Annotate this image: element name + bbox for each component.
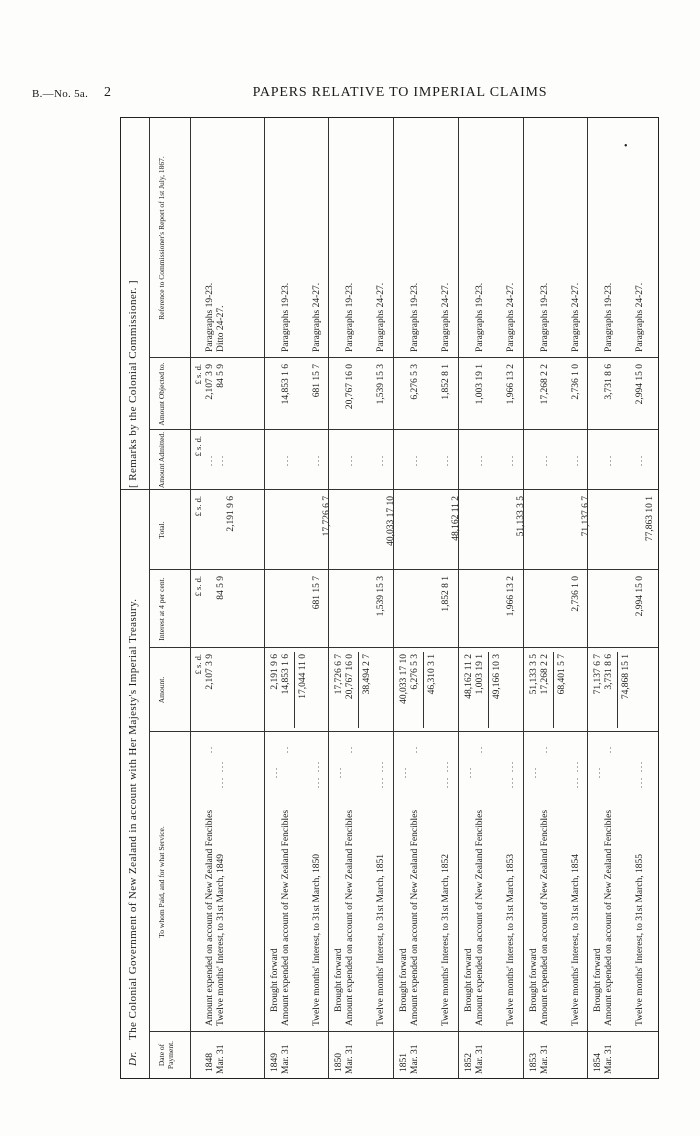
payment-date: Mar. 31 <box>539 1044 550 1074</box>
reference-text: Paragraphs 19-23. <box>474 282 485 352</box>
running-total: 77,863 10 1 <box>645 496 656 542</box>
brought-forward-label: Brought forward <box>463 948 474 1012</box>
payment-year: 1854 <box>593 1053 604 1072</box>
admitted-dots: ... <box>345 454 355 466</box>
admitted-dots: ... <box>604 454 614 466</box>
objected-amount: 2,736 1 0 <box>570 364 581 400</box>
reference-text: Paragraphs 24-27. <box>505 282 516 352</box>
interest-description: Twelve months' Interest, to 31st March, 1849 <box>216 853 226 1026</box>
running-total: 17,726 6 7 <box>321 496 332 537</box>
subtotal-rule <box>488 652 489 728</box>
dot-leader: .. <box>410 745 420 753</box>
objected-amount: 1,539 15 3 <box>376 364 387 405</box>
dot-leader: .. <box>345 745 355 753</box>
brought-forward-label: Brought forward <box>269 948 280 1012</box>
currency-units: £ s. d. <box>193 364 203 385</box>
brought-forward-amount: 17,726 6 7 <box>334 654 345 695</box>
brought-forward-amount: 51,133 3 5 <box>528 654 539 695</box>
column-rule <box>149 357 658 358</box>
dot-leader: .. <box>280 745 290 753</box>
subtotal-amount: 46,310 3 1 <box>427 654 438 695</box>
expended-description: Amount expended on account of New Zealand Fencibles <box>410 809 421 1026</box>
payment-date: Mar. 31 <box>216 1044 226 1074</box>
subtotal-rule <box>617 652 618 728</box>
dot-leader: .. <box>539 745 549 753</box>
dot-leader: .. <box>205 745 214 753</box>
objected-amount: 17,268 2 2 <box>539 364 550 405</box>
rule-under-heading <box>149 118 150 1078</box>
interest-amount: 1,966 13 2 <box>505 576 516 617</box>
brought-forward-label: Brought forward <box>399 948 410 1012</box>
interest-amount: 1,539 15 3 <box>376 576 387 617</box>
column-rule <box>149 731 658 732</box>
dot-leader: ... ... <box>635 760 645 788</box>
col-header-date: Date of Payment. <box>157 1040 175 1070</box>
year-separator <box>523 118 524 1078</box>
expended-amount: 1,003 19 1 <box>474 654 485 695</box>
objected-amount: 2,994 15 0 <box>635 364 646 405</box>
admitted-dots: ... <box>216 454 225 466</box>
dot-leader: .. <box>474 745 484 753</box>
subtotal-amount: 17,044 11 0 <box>297 654 308 699</box>
running-total: 48,162 11 2 <box>451 496 462 541</box>
admitted-dots: ... <box>376 454 386 466</box>
year-separator <box>393 118 394 1078</box>
paper-reference: B.—No. 5a. <box>32 88 89 100</box>
reference-text: Paragraphs 24-27. <box>311 282 322 352</box>
interest-description: Twelve months' Interest, to 31st March, 1851 <box>376 853 387 1026</box>
expended-description: Amount expended on account of New Zealand Fencibles <box>604 809 615 1026</box>
payment-date: Mar. 31 <box>280 1044 291 1074</box>
interest-description: Twelve months' Interest, to 31st March, 1852 <box>441 853 452 1026</box>
admitted-dots: ... <box>205 454 214 466</box>
year-separator <box>328 118 329 1078</box>
dot-leader: ... <box>528 766 538 778</box>
subtotal-rule <box>358 652 359 728</box>
dot-leader: ... ... <box>311 760 321 788</box>
payment-year: 1848 <box>205 1053 215 1072</box>
expended-description: Amount expended on account of New Zealand Fencibles <box>280 809 291 1026</box>
reference-text: Paragraphs 24-27. <box>635 282 646 352</box>
running-total: 2,191 9 6 <box>226 496 236 532</box>
reference-text: Ditto 24-27. <box>216 305 226 352</box>
brought-forward-amount: 48,162 11 2 <box>463 654 474 699</box>
brought-forward-amount: 2,191 9 6 <box>269 654 280 690</box>
running-total: 71,137 6 7 <box>580 496 591 537</box>
objected-amount: 6,276 5 3 <box>410 364 421 400</box>
reference-text: Paragraphs 19-23. <box>604 282 615 352</box>
currency-units: £ s. d. <box>193 496 203 517</box>
subtotal-amount: 74,868 15 1 <box>621 654 632 700</box>
objected-amount: 14,853 1 6 <box>280 364 291 405</box>
page-header <box>0 80 700 104</box>
account-table <box>121 118 658 1078</box>
year-separator <box>587 118 588 1078</box>
expended-amount: 17,268 2 2 <box>539 654 550 695</box>
page-number: 2 <box>104 85 111 100</box>
subtotal-amount: 49,166 10 3 <box>491 654 502 700</box>
year-separator <box>264 118 265 1078</box>
interest-amount: 1,852 8 1 <box>441 576 452 612</box>
interest-amount: 681 15 7 <box>311 576 322 610</box>
column-rule <box>149 1031 658 1032</box>
col-header-admitted: Amount Admitted. <box>157 431 166 489</box>
expended-amount: 14,853 1 6 <box>280 654 291 695</box>
interest-description: Twelve months' Interest, to 31st March, 1854 <box>570 853 581 1026</box>
reference-text: Paragraphs 19-23. <box>205 282 215 352</box>
admitted-dots: ... <box>570 454 580 466</box>
admitted-dots: ... <box>280 454 290 466</box>
admitted-dots: ... <box>505 454 515 466</box>
brought-forward-amount: 71,137 6 7 <box>593 654 604 695</box>
interest-amount: 84 5 9 <box>216 576 226 600</box>
year-separator <box>458 118 459 1078</box>
payment-date: Mar. 31 <box>604 1044 615 1074</box>
payment-date: Mar. 31 <box>410 1044 421 1074</box>
expended-description: Amount expended on account of New Zealand Fencibles <box>539 809 550 1026</box>
reference-text: Paragraphs 24-27. <box>376 282 387 352</box>
expended-amount: 20,767 16 0 <box>345 654 356 700</box>
objected-amount: 1,003 19 1 <box>474 364 485 405</box>
objected-amount: 84 5 9 <box>216 364 226 388</box>
expended-amount: 2,107 3 9 <box>205 654 215 690</box>
dot-leader: ... ... <box>570 760 580 788</box>
dot-leader: ... ... <box>376 760 386 788</box>
admitted-dots: ... <box>410 454 420 466</box>
payment-year: 1852 <box>463 1053 474 1072</box>
running-total: 51,133 3 5 <box>515 496 526 537</box>
admitted-dots: ... <box>311 454 321 466</box>
ink-dot: • <box>624 141 628 152</box>
payment-date: Mar. 31 <box>474 1044 485 1074</box>
interest-description: Twelve months' Interest, to 31st March, 1855 <box>635 853 646 1026</box>
reference-text: Paragraphs 24-27. <box>441 282 452 352</box>
admitted-dots: ... <box>635 454 645 466</box>
brought-forward-label: Brought forward <box>334 948 345 1012</box>
dot-leader: ... <box>463 766 473 778</box>
col-header-interest: Interest at 4 per cent. <box>157 577 166 641</box>
col-header-service: To whom Paid, and for what Service. <box>157 826 166 938</box>
col-header-objected: Amount Objected to. <box>157 362 166 426</box>
reference-text: Paragraphs 19-23. <box>410 282 421 352</box>
column-rule <box>149 569 658 570</box>
brought-forward-label: Brought forward <box>593 948 604 1012</box>
col-header-amount: Amount. <box>157 676 166 704</box>
interest-amount: 2,736 1 0 <box>570 576 581 612</box>
reference-text: Paragraphs 19-23. <box>345 282 356 352</box>
expended-description: Amount expended on account of New Zealand Fencibles <box>474 809 485 1026</box>
subtotal-amount: 38,494 2 7 <box>362 654 373 695</box>
col-header-total: Total. <box>157 521 166 539</box>
subtotal-rule <box>423 652 424 728</box>
column-rule <box>149 429 658 430</box>
admitted-dots: ... <box>441 454 451 466</box>
col-header-reference: Reference to Commissioner's Report of 1st July, 1867. <box>157 156 166 320</box>
subtotal-amount: 68,401 5 7 <box>556 654 567 695</box>
dot-leader: .. <box>604 745 614 753</box>
table-heading-bar <box>121 118 149 1078</box>
brought-forward-label: Brought forward <box>528 948 539 1012</box>
objected-amount: 1,966 13 2 <box>505 364 516 405</box>
objected-amount: 3,731 8 6 <box>604 364 615 400</box>
payment-year: 1849 <box>269 1053 280 1072</box>
subtotal-rule <box>553 652 554 728</box>
expended-amount: 3,731 8 6 <box>604 654 615 690</box>
column-rule <box>149 647 658 648</box>
objected-amount: 1,852 8 1 <box>441 364 452 400</box>
reference-text: Paragraphs 19-23. <box>539 282 550 352</box>
objected-amount: 2,107 3 9 <box>205 364 215 400</box>
objected-amount: 681 15 7 <box>311 364 322 398</box>
interest-description: Twelve months' Interest, to 31st March, 1850 <box>311 853 322 1026</box>
rule-under-column-headers <box>190 118 191 1078</box>
dot-leader: ... <box>269 766 279 778</box>
expended-description: Amount expended on account of New Zealand Fencibles <box>345 809 356 1026</box>
dot-leader: ... <box>593 766 603 778</box>
running-title: PAPERS RELATIVE TO IMPERIAL CLAIMS <box>252 85 548 100</box>
admitted-dots: ... <box>474 454 484 466</box>
column-rule <box>149 489 658 490</box>
account-heading: The Colonial Government of New Zealand in account with Her Majesty's Imperial Treasury. <box>127 598 139 1040</box>
debit-label: Dr. <box>127 1051 139 1066</box>
currency-units: £ s. d. <box>193 654 203 675</box>
expended-amount: 6,276 5 3 <box>410 654 421 690</box>
dot-leader: ... ... <box>216 760 225 788</box>
brought-forward-amount: 40,033 17 10 <box>399 654 410 704</box>
admitted-dots: ... <box>539 454 549 466</box>
interest-amount: 2,994 15 0 <box>635 576 646 617</box>
payment-year: 1850 <box>334 1053 345 1072</box>
dot-leader: ... ... <box>441 760 451 788</box>
interest-description: Twelve months' Interest, to 31st March, 1853 <box>505 853 516 1026</box>
payment-year: 1853 <box>528 1053 539 1072</box>
heading-divider <box>121 489 149 490</box>
dot-leader: ... ... <box>505 760 515 788</box>
payment-year: 1851 <box>399 1053 410 1072</box>
subtotal-rule <box>294 652 295 728</box>
remarks-heading: [ Remarks by the Colonial Commissioner. ] <box>127 280 139 488</box>
reference-text: Paragraphs 24-27. <box>570 282 581 352</box>
dot-leader: ... <box>334 766 344 778</box>
currency-units: £ s. d. <box>193 436 203 457</box>
running-total: 40,033 17 10 <box>386 496 397 546</box>
dot-leader: ... <box>399 766 409 778</box>
objected-amount: 20,767 16 0 <box>345 364 356 410</box>
currency-units: £ s. d. <box>193 576 203 597</box>
reference-text: Paragraphs 19-23. <box>280 282 291 352</box>
expended-description: Amount expended on account of New Zealand Fencibles <box>205 809 215 1026</box>
payment-date: Mar. 31 <box>345 1044 356 1074</box>
